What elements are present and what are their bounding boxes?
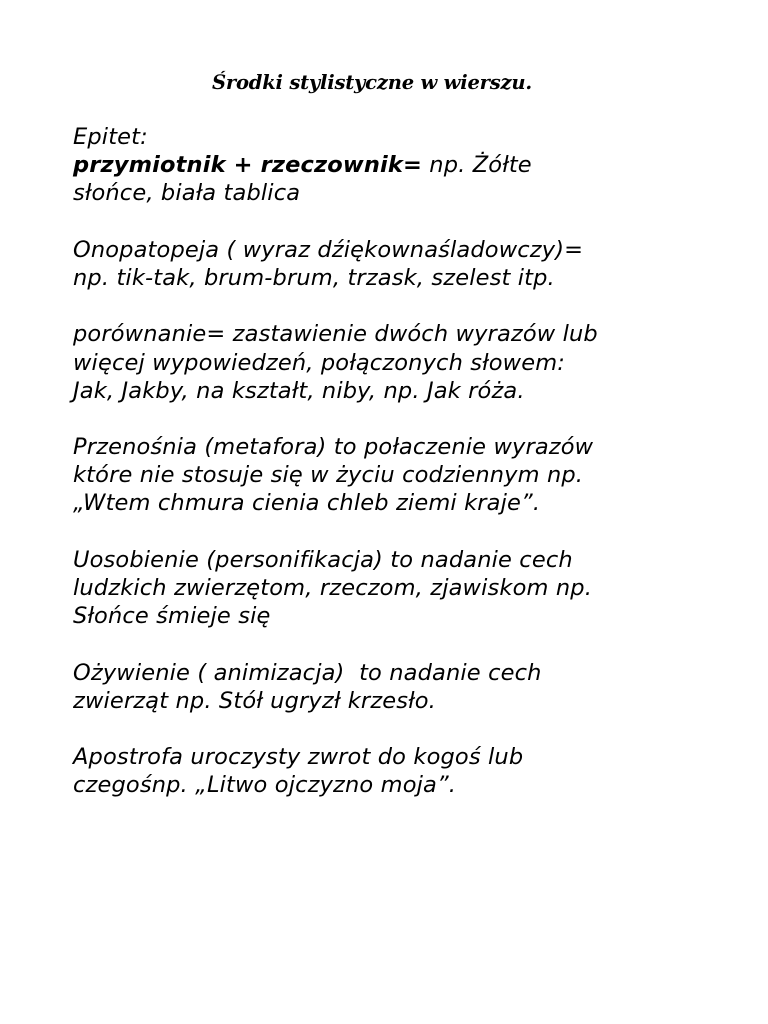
section-epitet — [73, 123, 713, 208]
paragraph-gap — [73, 518, 713, 546]
uosobienie-line-2: ludzkich zwierzętom, rzeczom, zjawiskom np. — [73, 575, 592, 601]
porownanie-line-1: porównanie= zastawienie dwóch wyrazów lub — [73, 321, 598, 348]
paragraph-gap — [73, 292, 713, 320]
paragraph-gap — [73, 715, 713, 743]
porownanie-line-2: więcej wypowiedzeń, połączonych słowem: — [73, 349, 566, 376]
przenosnia-line-1: Przenośnia (metafora) to połaczenie wyrazów — [73, 434, 594, 461]
uosobienie-line-1: Uosobienie (personifikacja) to nadanie cech — [73, 546, 573, 573]
section-przenosnia — [73, 433, 713, 518]
epitet-heading: Epitet: — [73, 124, 148, 150]
section-uosobienie — [73, 546, 713, 631]
section-onopatopeja — [73, 236, 713, 292]
section-ozywienie — [73, 659, 713, 715]
paragraph-gap — [73, 630, 713, 658]
onopatopeja-line-2: np. tik-tak, brum-brum, trzask, szelest itp. — [73, 264, 555, 291]
document-body — [73, 123, 713, 800]
ozywienie-line-1: Ożywienie ( animizacja) to nadanie cech — [73, 659, 542, 686]
epitet-formula-rest: np. Żółte — [421, 152, 532, 179]
przenosnia-line-2: które nie stosuje się w życiu codziennym np. — [73, 462, 584, 489]
paragraph-gap — [73, 208, 713, 236]
document-title: Środki stylistyczne w wierszu. — [212, 71, 532, 94]
apostrofa-line-2: czegośnp. „Litwo ojczyzno moja”. — [73, 772, 457, 799]
apostrofa-line-1: Apostrofa uroczysty zwrot do kogoś lub — [73, 744, 524, 771]
uosobienie-line-3: Słońce śmieje się — [73, 603, 271, 630]
ozywienie-line-2: zwierząt np. Stół ugryzł krzesło. — [73, 687, 436, 714]
section-apostrofa — [73, 743, 713, 799]
epitet-formula-line — [73, 151, 713, 179]
porownanie-line-3: Jak, Jakby, na kształt, niby, np. Jak róża. — [73, 377, 525, 404]
epitet-line-3: słońce, biała tablica — [73, 180, 301, 207]
onopatopeja-line-1: Onopatopeja ( wyraz dźiękownaśladowczy)= — [73, 236, 584, 263]
paragraph-gap — [73, 405, 713, 433]
section-porownanie — [73, 320, 713, 405]
epitet-formula-bold: przymiotnik + rzeczownik= — [73, 152, 422, 179]
przenosnia-line-3: „Wtem chmura cienia chleb ziemi kraje”. — [73, 490, 541, 517]
